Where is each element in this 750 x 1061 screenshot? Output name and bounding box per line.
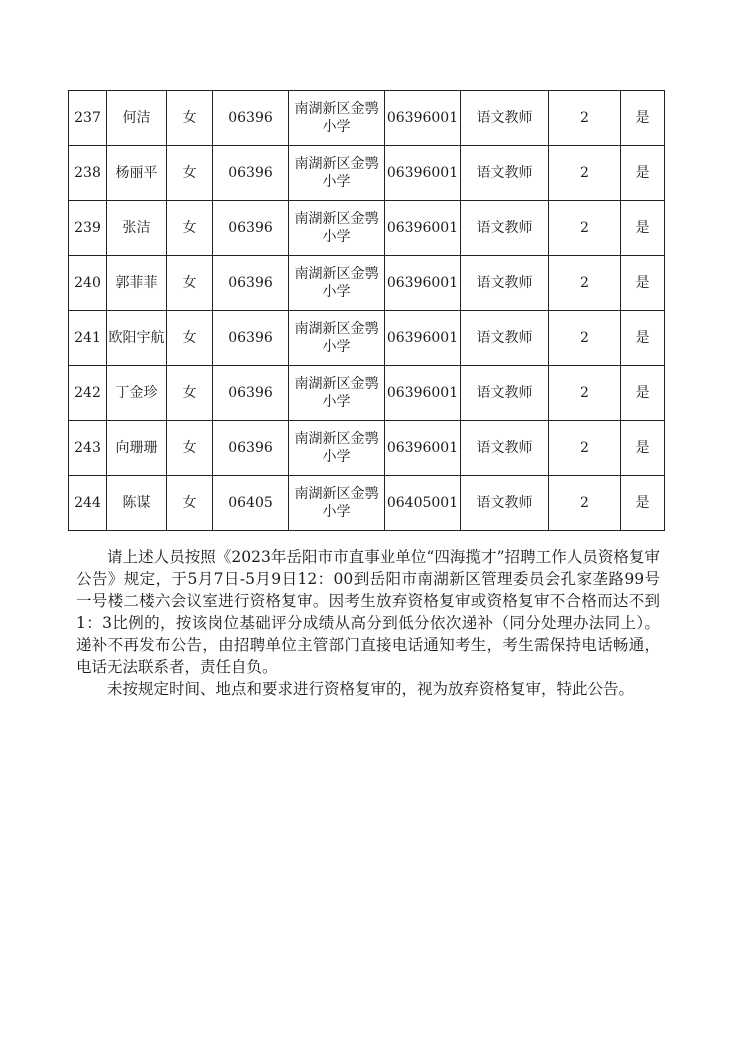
cell-qualified: 是 (621, 201, 665, 256)
cell-qualified: 是 (621, 366, 665, 421)
cell-post-name: 语文教师 (461, 256, 549, 311)
cell-row-number: 239 (69, 201, 107, 256)
cell-post-code: 06405001 (385, 476, 461, 531)
cell-quota: 2 (549, 366, 621, 421)
cell-quota: 2 (549, 201, 621, 256)
cell-post-name: 语文教师 (461, 201, 549, 256)
cell-post-code: 06396001 (385, 201, 461, 256)
cell-quota: 2 (549, 311, 621, 366)
cell-name: 欧阳宇航 (107, 311, 167, 366)
cell-unit-code: 06396 (213, 421, 289, 476)
candidate-table (68, 90, 665, 531)
cell-quota: 2 (549, 476, 621, 531)
cell-unit-code: 06405 (213, 476, 289, 531)
cell-post-name: 语文教师 (461, 146, 549, 201)
cell-qualified: 是 (621, 256, 665, 311)
cell-post-name: 语文教师 (461, 476, 549, 531)
cell-post-code: 06396001 (385, 366, 461, 421)
cell-school: 南湖新区金鹗小学 (289, 476, 385, 531)
cell-qualified: 是 (621, 476, 665, 531)
cell-name: 杨丽平 (107, 146, 167, 201)
cell-row-number: 241 (69, 311, 107, 366)
cell-qualified: 是 (621, 421, 665, 476)
cell-qualified: 是 (621, 91, 665, 146)
cell-unit-code: 06396 (213, 256, 289, 311)
cell-name: 郭菲菲 (107, 256, 167, 311)
cell-post-code: 06396001 (385, 311, 461, 366)
table-row (69, 146, 665, 201)
table-body (69, 91, 665, 531)
cell-name: 丁金珍 (107, 366, 167, 421)
cell-unit-code: 06396 (213, 311, 289, 366)
table-row (69, 421, 665, 476)
cell-post-name: 语文教师 (461, 91, 549, 146)
cell-school: 南湖新区金鹗小学 (289, 146, 385, 201)
cell-gender: 女 (167, 256, 213, 311)
cell-post-name: 语文教师 (461, 311, 549, 366)
cell-post-code: 06396001 (385, 421, 461, 476)
cell-school: 南湖新区金鹗小学 (289, 311, 385, 366)
cell-name: 向珊珊 (107, 421, 167, 476)
cell-post-code: 06396001 (385, 256, 461, 311)
notice-paragraph-2: 未按规定时间、地点和要求进行资格复审的，视为放弃资格复审，特此公告。 (107, 680, 635, 698)
cell-gender: 女 (167, 91, 213, 146)
cell-unit-code: 06396 (213, 146, 289, 201)
cell-name: 张洁 (107, 201, 167, 256)
cell-gender: 女 (167, 201, 213, 256)
cell-quota: 2 (549, 421, 621, 476)
cell-school: 南湖新区金鹗小学 (289, 421, 385, 476)
cell-quota: 2 (549, 91, 621, 146)
table-row (69, 91, 665, 146)
cell-post-name: 语文教师 (461, 366, 549, 421)
table-row (69, 201, 665, 256)
cell-gender: 女 (167, 476, 213, 531)
cell-row-number: 240 (69, 256, 107, 311)
cell-post-code: 06396001 (385, 91, 461, 146)
cell-post-code: 06396001 (385, 146, 461, 201)
cell-unit-code: 06396 (213, 366, 289, 421)
cell-school: 南湖新区金鹗小学 (289, 91, 385, 146)
cell-row-number: 244 (69, 476, 107, 531)
cell-gender: 女 (167, 311, 213, 366)
cell-row-number: 243 (69, 421, 107, 476)
table-row (69, 476, 665, 531)
cell-quota: 2 (549, 146, 621, 201)
table-row (69, 256, 665, 311)
cell-gender: 女 (167, 421, 213, 476)
cell-name: 陈谋 (107, 476, 167, 531)
cell-unit-code: 06396 (213, 91, 289, 146)
cell-school: 南湖新区金鹗小学 (289, 201, 385, 256)
cell-school: 南湖新区金鹗小学 (289, 366, 385, 421)
cell-gender: 女 (167, 366, 213, 421)
cell-row-number: 238 (69, 146, 107, 201)
cell-unit-code: 06396 (213, 201, 289, 256)
cell-row-number: 242 (69, 366, 107, 421)
cell-quota: 2 (549, 256, 621, 311)
table-row (69, 311, 665, 366)
cell-name: 何洁 (107, 91, 167, 146)
cell-row-number: 237 (69, 91, 107, 146)
cell-gender: 女 (167, 146, 213, 201)
cell-school: 南湖新区金鹗小学 (289, 256, 385, 311)
notice-paragraph-1: 请上述人员按照《2023年岳阳市市直事业单位“四海揽才”招聘工作人员资格复审公告》规定，于5月7日-5月9日12：00到岳阳市南湖新区管理委员会孔家垄路99号一号楼二楼六会议室进行资格复审。因考生放弃资格复审或资格复审不合格而达不到1：3比例的，按该岗位基础评分成绩从高分到低分依次递补（同分处理办法同上）。递补不再发布公告，由招聘单位主管部门直接电话通知考生，考生需保持电话畅通，电话无法联系者，责任自负。 (76, 548, 660, 676)
cell-post-name: 语文教师 (461, 421, 549, 476)
cell-qualified: 是 (621, 146, 665, 201)
table-row (69, 366, 665, 421)
cell-qualified: 是 (621, 311, 665, 366)
